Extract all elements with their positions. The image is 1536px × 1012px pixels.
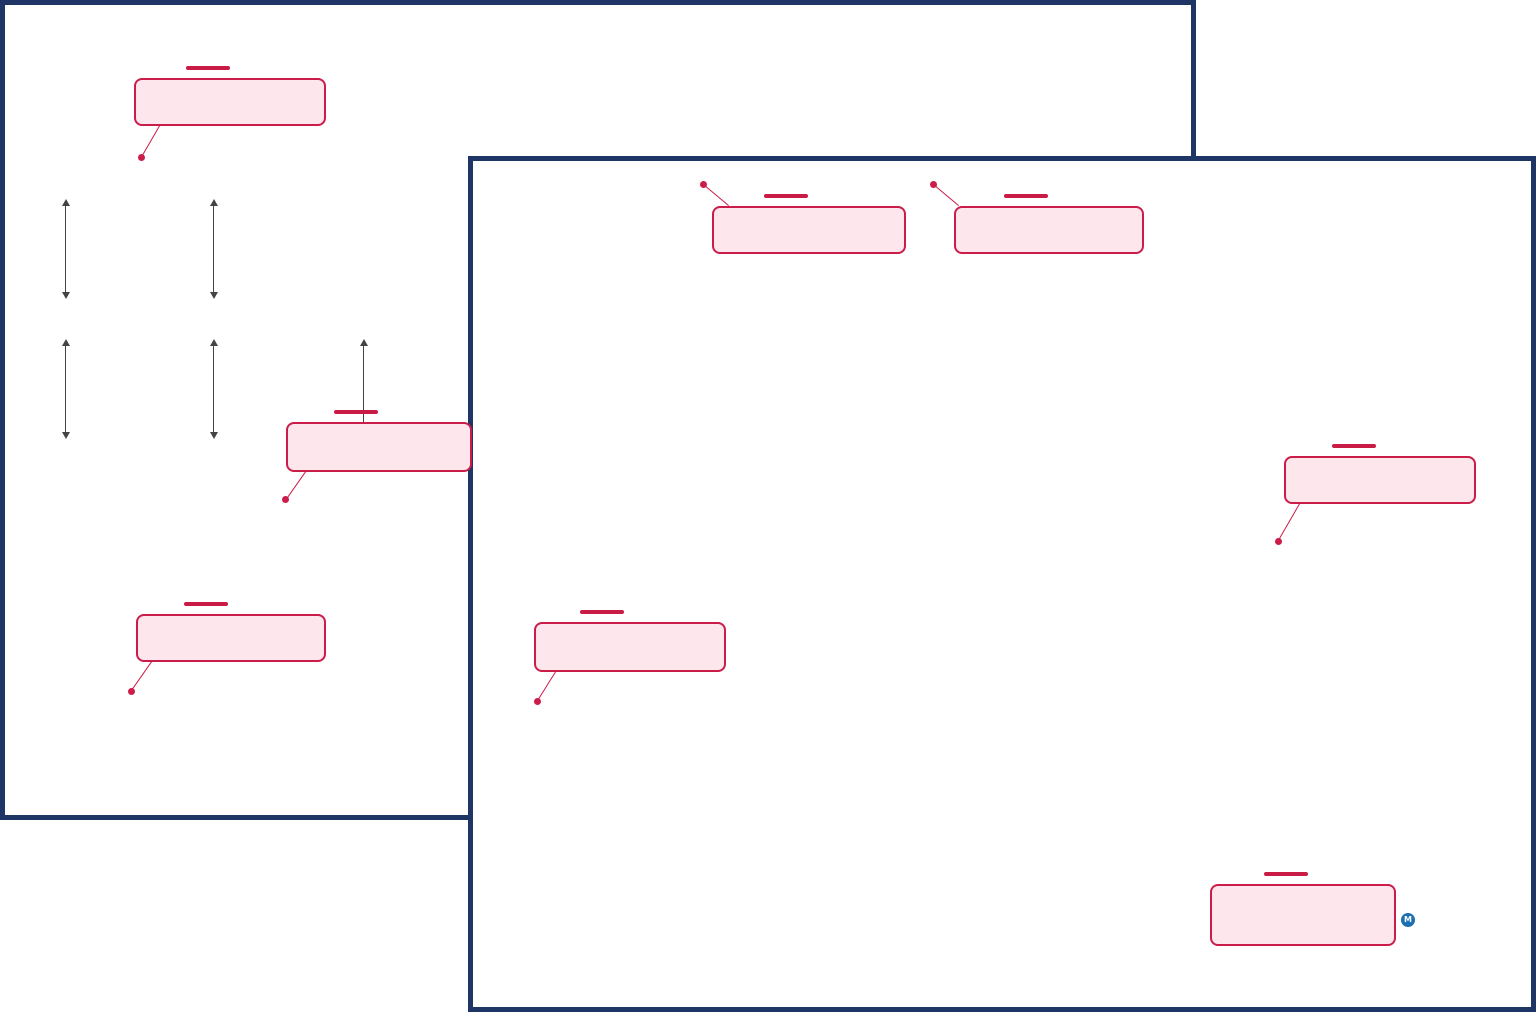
callout-box [534, 622, 726, 672]
point-badge [580, 610, 624, 614]
point-badge [1332, 444, 1376, 448]
callout-box [712, 206, 906, 254]
leader-dot [138, 154, 145, 161]
callout-box [1284, 456, 1476, 504]
medisense-logo [1401, 913, 1415, 927]
callout-box [134, 78, 326, 126]
point-badge [1264, 872, 1308, 876]
point-badge [184, 602, 228, 606]
callout-box [954, 206, 1144, 254]
point-badge [334, 410, 378, 414]
duration-arrow [65, 341, 66, 437]
callout-box [1210, 884, 1396, 946]
leader-dot [282, 496, 289, 503]
duration-arrow [213, 201, 214, 297]
leader-dot [128, 688, 135, 695]
leader-dot [930, 181, 937, 188]
point-badge [764, 194, 808, 198]
logo-mark-icon: M [1401, 913, 1415, 927]
leader-dot [1275, 538, 1282, 545]
point-badge [186, 66, 230, 70]
callout-box [286, 422, 472, 472]
leader-dot [700, 181, 707, 188]
duration-arrow [213, 341, 214, 437]
callout-box [136, 614, 326, 662]
point-badge [1004, 194, 1048, 198]
duration-arrow [65, 201, 66, 297]
leader-dot [534, 698, 541, 705]
